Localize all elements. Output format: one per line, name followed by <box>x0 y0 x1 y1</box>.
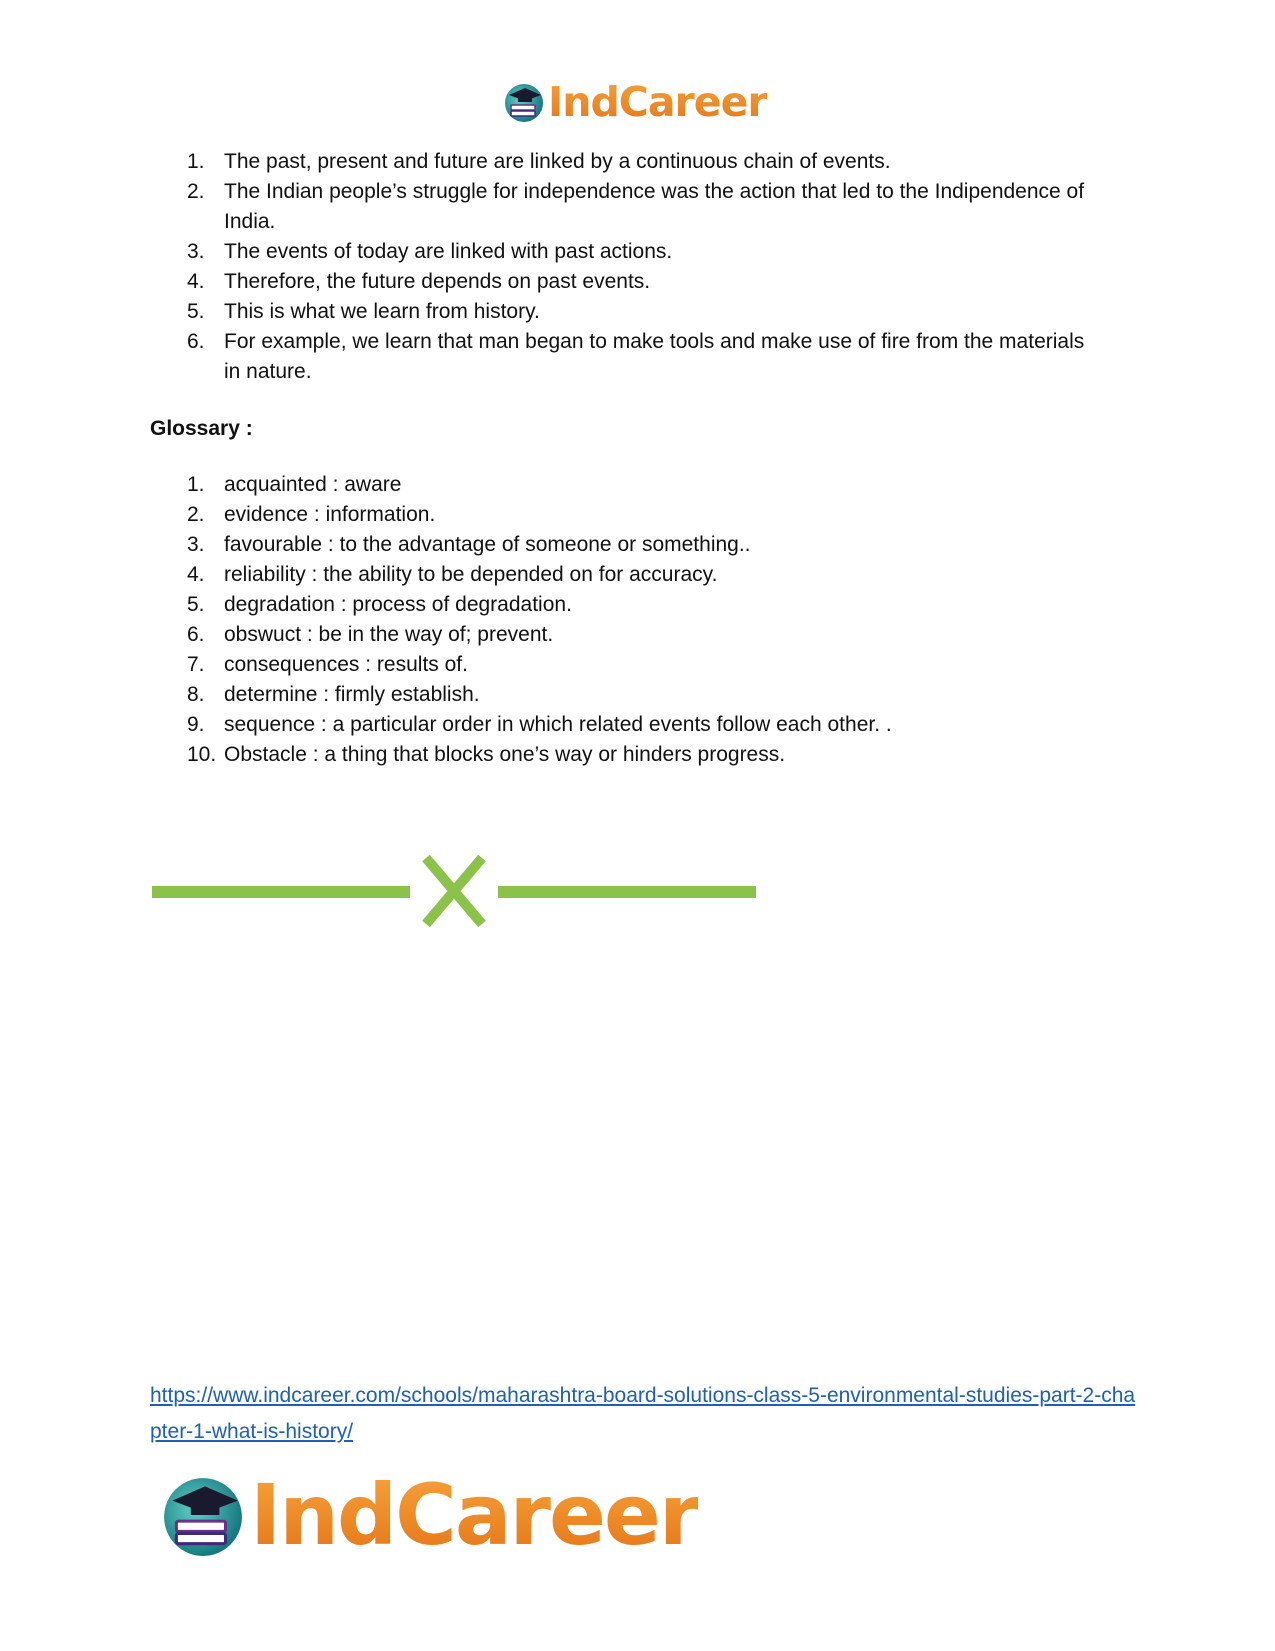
glossary-item: 5. degradation : process of degradation. <box>187 593 572 616</box>
list-item: 6. For example, we learn that man began to make tools and make use of fire from the materials in nature. <box>187 330 1085 383</box>
brand-name: IndCareer <box>548 78 767 126</box>
list-item: 2. The Indian people’s struggle for independence was the action that led to the Indipendence of India. <box>187 180 1085 233</box>
list-item: 3. The events of today are linked with past actions. <box>187 240 673 263</box>
glossary-item: 9. sequence : a particular order in which related events follow each other. . <box>187 713 892 736</box>
list-item: 4. Therefore, the future depends on past events. <box>187 270 651 293</box>
divider-x-mark <box>426 858 482 924</box>
glossary-item: 7. consequences : results of. <box>187 653 468 676</box>
header-logo <box>503 78 767 126</box>
graduation-globe-icon <box>160 1472 246 1558</box>
glossary-heading: Glossary : <box>150 417 253 440</box>
footer-logo <box>160 1466 699 1564</box>
list-item: 5. This is what we learn from history. <box>187 300 540 323</box>
divider-line-left <box>152 886 410 898</box>
glossary-item: 10. Obstacle : a thing that blocks one’s way or hinders progress. <box>187 743 786 766</box>
glossary-list <box>150 470 1100 770</box>
glossary-item: 1. acquainted : aware <box>187 473 402 496</box>
section-divider <box>150 850 760 930</box>
points-list <box>150 147 1100 387</box>
glossary-item: 8. determine : firmly establish. <box>187 683 480 706</box>
list-item: 1. The past, present and future are linked by a continuous chain of events. <box>187 150 891 173</box>
glossary-item: 6. obswuct : be in the way of; prevent. <box>187 623 554 646</box>
graduation-globe-icon <box>503 81 545 123</box>
source-url-link[interactable]: https://www.indcareer.com/schools/maharashtra-board-solutions-class-5-environmental-studies-part-2-chapter-1-what-is-history/ <box>150 1384 1136 1443</box>
glossary-item: 2. evidence : information. <box>187 503 436 526</box>
brand-name: IndCareer <box>250 1466 699 1564</box>
divider-line-right <box>498 886 756 898</box>
glossary-item: 4. reliability : the ability to be depended on for accuracy. <box>187 563 718 586</box>
glossary-item: 3. favourable : to the advantage of someone or something.. <box>187 533 751 556</box>
